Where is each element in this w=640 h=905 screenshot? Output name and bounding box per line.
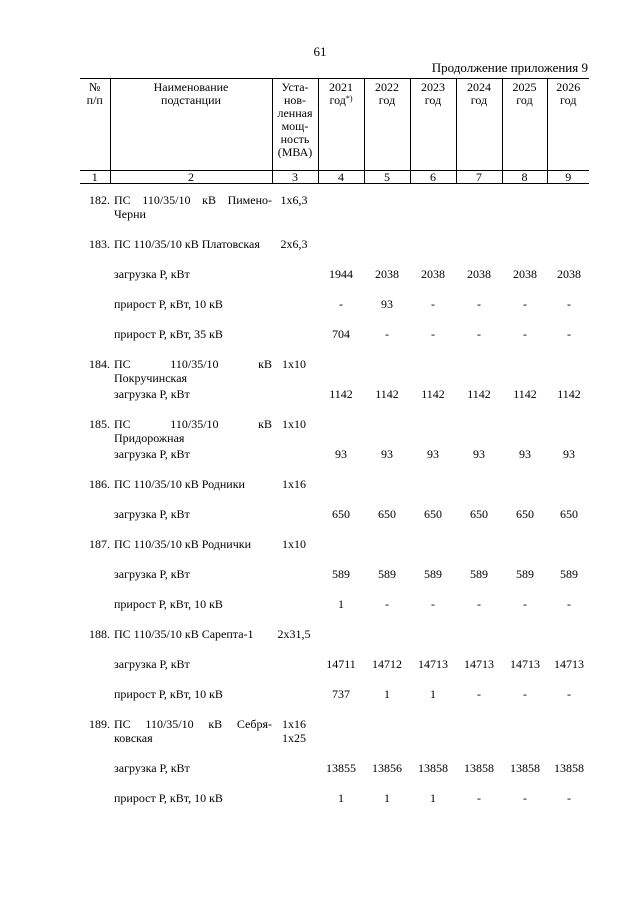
year-value-2026: - — [567, 791, 571, 805]
metric-name: загрузка Р, кВт — [114, 507, 190, 521]
metric-row — [80, 567, 589, 597]
year-value-2023: 13858 — [418, 761, 448, 775]
year-value-2021: 14711 — [326, 657, 356, 671]
column-number: 8 — [502, 171, 547, 184]
metric-name: прирост Р, кВт, 10 кВ — [114, 597, 223, 611]
year-value-2021: 93 — [335, 447, 347, 461]
year-value-2022: - — [385, 327, 389, 341]
column-number: 2 — [110, 171, 272, 184]
installed-capacity: 1х6,3 — [280, 193, 308, 207]
year-value-2024: - — [477, 297, 481, 311]
year-value-2023: 1 — [430, 687, 436, 701]
year-value-2023: 1142 — [421, 387, 445, 401]
year-value-2022: 1 — [384, 687, 390, 701]
year-value-2021: - — [339, 297, 343, 311]
year-value-2023: - — [431, 297, 435, 311]
year-value-2022: 14712 — [372, 657, 402, 671]
metric-row — [80, 507, 589, 537]
column-number: 6 — [410, 171, 456, 184]
year-value-2021: 737 — [332, 687, 350, 701]
row-number: 187. — [89, 537, 110, 551]
metric-name: загрузка Р, кВт — [114, 657, 190, 671]
substation-row — [80, 357, 589, 387]
year-value-2024: - — [477, 327, 481, 341]
year-value-2025: 589 — [516, 567, 534, 581]
header-year-sub: год — [329, 93, 346, 107]
year-value-2026: 93 — [563, 447, 575, 461]
header-year: 2025 — [512, 80, 537, 94]
substation-load-table-body — [80, 193, 589, 821]
year-value-2022: 93 — [381, 297, 393, 311]
header-year-2025 — [502, 79, 547, 171]
header-num-line: № — [89, 80, 101, 94]
year-value-2026: 1142 — [557, 387, 581, 401]
year-value-2023: 650 — [424, 507, 442, 521]
header-num-line: п/п — [86, 93, 103, 107]
row-number: 182. — [89, 193, 110, 207]
year-value-2026: - — [567, 297, 571, 311]
year-value-2026: 650 — [560, 507, 578, 521]
year-value-2024: 1142 — [467, 387, 491, 401]
year-value-2021: 1 — [338, 791, 344, 805]
header-year-sub: год — [560, 93, 577, 107]
metric-name: загрузка Р, кВт — [114, 267, 190, 281]
year-value-2025: 1142 — [513, 387, 537, 401]
metric-name: загрузка Р, кВт — [114, 761, 190, 775]
metric-name: прирост Р, кВт, 35 кВ — [114, 327, 223, 341]
row-number: 184. — [89, 357, 110, 371]
column-number: 1 — [80, 171, 110, 184]
year-value-2024: - — [477, 687, 481, 701]
year-value-2022: - — [385, 597, 389, 611]
header-year-2024 — [456, 79, 502, 171]
header-capacity-line: Уста- — [281, 80, 309, 94]
year-value-2025: - — [523, 597, 527, 611]
year-value-2024: - — [477, 597, 481, 611]
year-value-2024: - — [477, 791, 481, 805]
header-capacity — [272, 79, 318, 171]
year-value-2025: 13858 — [510, 761, 540, 775]
substation-name: ПС 110/35/10 кВ Сарепта-1 — [114, 627, 254, 641]
metric-name: загрузка Р, кВт — [114, 387, 190, 401]
year-value-2026: 589 — [560, 567, 578, 581]
metric-name: загрузка Р, кВт — [114, 447, 190, 461]
column-number: 9 — [547, 171, 589, 184]
header-year-sub: год — [378, 93, 396, 107]
column-number: 7 — [456, 171, 502, 184]
substation-row — [80, 417, 589, 447]
metric-row — [80, 687, 589, 717]
year-value-2024: 13858 — [464, 761, 494, 775]
row-number: 185. — [89, 417, 110, 431]
year-value-2023: 93 — [427, 447, 439, 461]
installed-capacity: 1х16 — [282, 477, 306, 491]
substation-name: ПС 110/35/10 кВ Пимено-Черни — [114, 193, 272, 221]
metric-row — [80, 597, 589, 627]
substation-name: ПС 110/35/10 кВ Придорожная — [114, 417, 272, 445]
metric-row — [80, 327, 589, 357]
substation-row — [80, 477, 589, 507]
header-year: 2024 — [467, 80, 491, 94]
year-value-2024: 14713 — [464, 657, 494, 671]
row-number: 189. — [89, 717, 110, 731]
header-year-2023 — [410, 79, 456, 171]
year-value-2023: 1 — [430, 791, 436, 805]
year-value-2021: 1 — [338, 597, 344, 611]
installed-capacity: 2х6,3 — [280, 237, 308, 251]
year-value-2023: - — [431, 327, 435, 341]
metric-row — [80, 387, 589, 417]
header-name — [110, 79, 272, 171]
year-value-2022: 1 — [384, 791, 390, 805]
year-value-2021: 650 — [332, 507, 350, 521]
header-year-2021 — [318, 79, 364, 171]
year-value-2023: 589 — [424, 567, 442, 581]
substation-name: ПС 110/35/10 кВ Родники — [114, 477, 245, 491]
header-year-sub: год — [470, 93, 488, 107]
column-number: 4 — [318, 171, 364, 184]
header-capacity-line: (МВА) — [277, 145, 313, 159]
year-value-2021: 704 — [332, 327, 350, 341]
metric-row — [80, 267, 589, 297]
header-capacity-line: ность — [280, 132, 310, 146]
header-year: 2022 — [375, 80, 399, 94]
year-value-2024: 93 — [473, 447, 485, 461]
header-year-sub: год — [516, 93, 533, 107]
metric-name: прирост Р, кВт, 10 кВ — [114, 687, 223, 701]
row-number: 188. — [89, 627, 110, 641]
year-value-2022: 2038 — [375, 267, 399, 281]
metric-row — [80, 761, 589, 791]
year-value-2026: 13858 — [554, 761, 584, 775]
substation-row — [80, 537, 589, 567]
substation-row — [80, 717, 589, 761]
row-number: 186. — [89, 477, 110, 491]
year-value-2023: - — [431, 597, 435, 611]
year-value-2024: 2038 — [467, 267, 491, 281]
year-value-2025: - — [523, 297, 527, 311]
footnote-marker: *) — [345, 94, 353, 103]
year-value-2023: 2038 — [421, 267, 445, 281]
installed-capacity: 1х10 — [282, 417, 306, 431]
column-number: 5 — [364, 171, 410, 184]
header-year-2022 — [364, 79, 410, 171]
year-value-2026: - — [567, 687, 571, 701]
header-year: 2026 — [556, 80, 581, 94]
year-value-2025: 93 — [519, 447, 531, 461]
year-value-2022: 93 — [381, 447, 393, 461]
year-value-2021: 13855 — [326, 761, 356, 775]
year-value-2025: 2038 — [513, 267, 537, 281]
page-number: 61 — [313, 44, 327, 59]
year-value-2021: 589 — [332, 567, 350, 581]
year-value-2022: 589 — [378, 567, 396, 581]
year-value-2026: 14713 — [554, 657, 584, 671]
metric-name: прирост Р, кВт, 10 кВ — [114, 791, 223, 805]
header-year: 2023 — [421, 80, 445, 94]
metric-row — [80, 297, 589, 327]
year-value-2025: - — [523, 327, 527, 341]
year-value-2021: 1142 — [329, 387, 353, 401]
year-value-2024: 589 — [470, 567, 488, 581]
substation-name: ПС 110/35/10 кВ Себря-ковская — [114, 717, 272, 745]
installed-capacity: 1х10 — [282, 357, 306, 371]
substation-name: ПС 110/35/10 кВ Покручинская — [114, 357, 272, 385]
substation-name: ПС 110/35/10 кВ Роднички — [114, 537, 251, 551]
header-num — [80, 79, 110, 171]
year-value-2025: 14713 — [510, 657, 540, 671]
year-value-2025: - — [523, 791, 527, 805]
metric-row — [80, 791, 589, 821]
header-capacity-line: нов- — [283, 93, 307, 107]
header-year: 2021 — [329, 80, 353, 94]
header-year-2026 — [547, 79, 589, 171]
year-value-2022: 13856 — [372, 761, 402, 775]
row-number: 183. — [89, 237, 110, 251]
header-capacity-line: ленная — [277, 106, 313, 120]
year-value-2023: 14713 — [418, 657, 448, 671]
metric-name: загрузка Р, кВт — [114, 567, 190, 581]
substation-row — [80, 237, 589, 267]
header-name-line: Наименование — [153, 80, 229, 94]
metric-name: прирост Р, кВт, 10 кВ — [114, 297, 223, 311]
metric-row — [80, 447, 589, 477]
header-year-sub: год — [424, 93, 442, 107]
year-value-2026: - — [567, 597, 571, 611]
year-value-2024: 650 — [470, 507, 488, 521]
column-number: 3 — [272, 171, 318, 184]
installed-capacity: 1х10 — [282, 537, 306, 551]
year-value-2022: 650 — [378, 507, 396, 521]
year-value-2021: 1944 — [329, 267, 353, 281]
appendix-continuation-label: Продолжение приложения 9 — [431, 60, 588, 75]
header-capacity-line: мощ- — [281, 119, 309, 133]
year-value-2026: 2038 — [557, 267, 581, 281]
installed-capacity: 1х16 1х25 — [282, 717, 306, 745]
year-value-2026: - — [567, 327, 571, 341]
year-value-2022: 1142 — [375, 387, 399, 401]
year-value-2025: 650 — [516, 507, 534, 521]
substation-row — [80, 193, 589, 237]
substation-name: ПС 110/35/10 кВ Платовская — [114, 237, 260, 251]
year-value-2025: - — [523, 687, 527, 701]
substation-load-table-header — [80, 78, 589, 184]
metric-row — [80, 657, 589, 687]
substation-row — [80, 627, 589, 657]
header-name-line: подстанции — [161, 93, 221, 107]
installed-capacity: 2х31,5 — [277, 627, 311, 641]
